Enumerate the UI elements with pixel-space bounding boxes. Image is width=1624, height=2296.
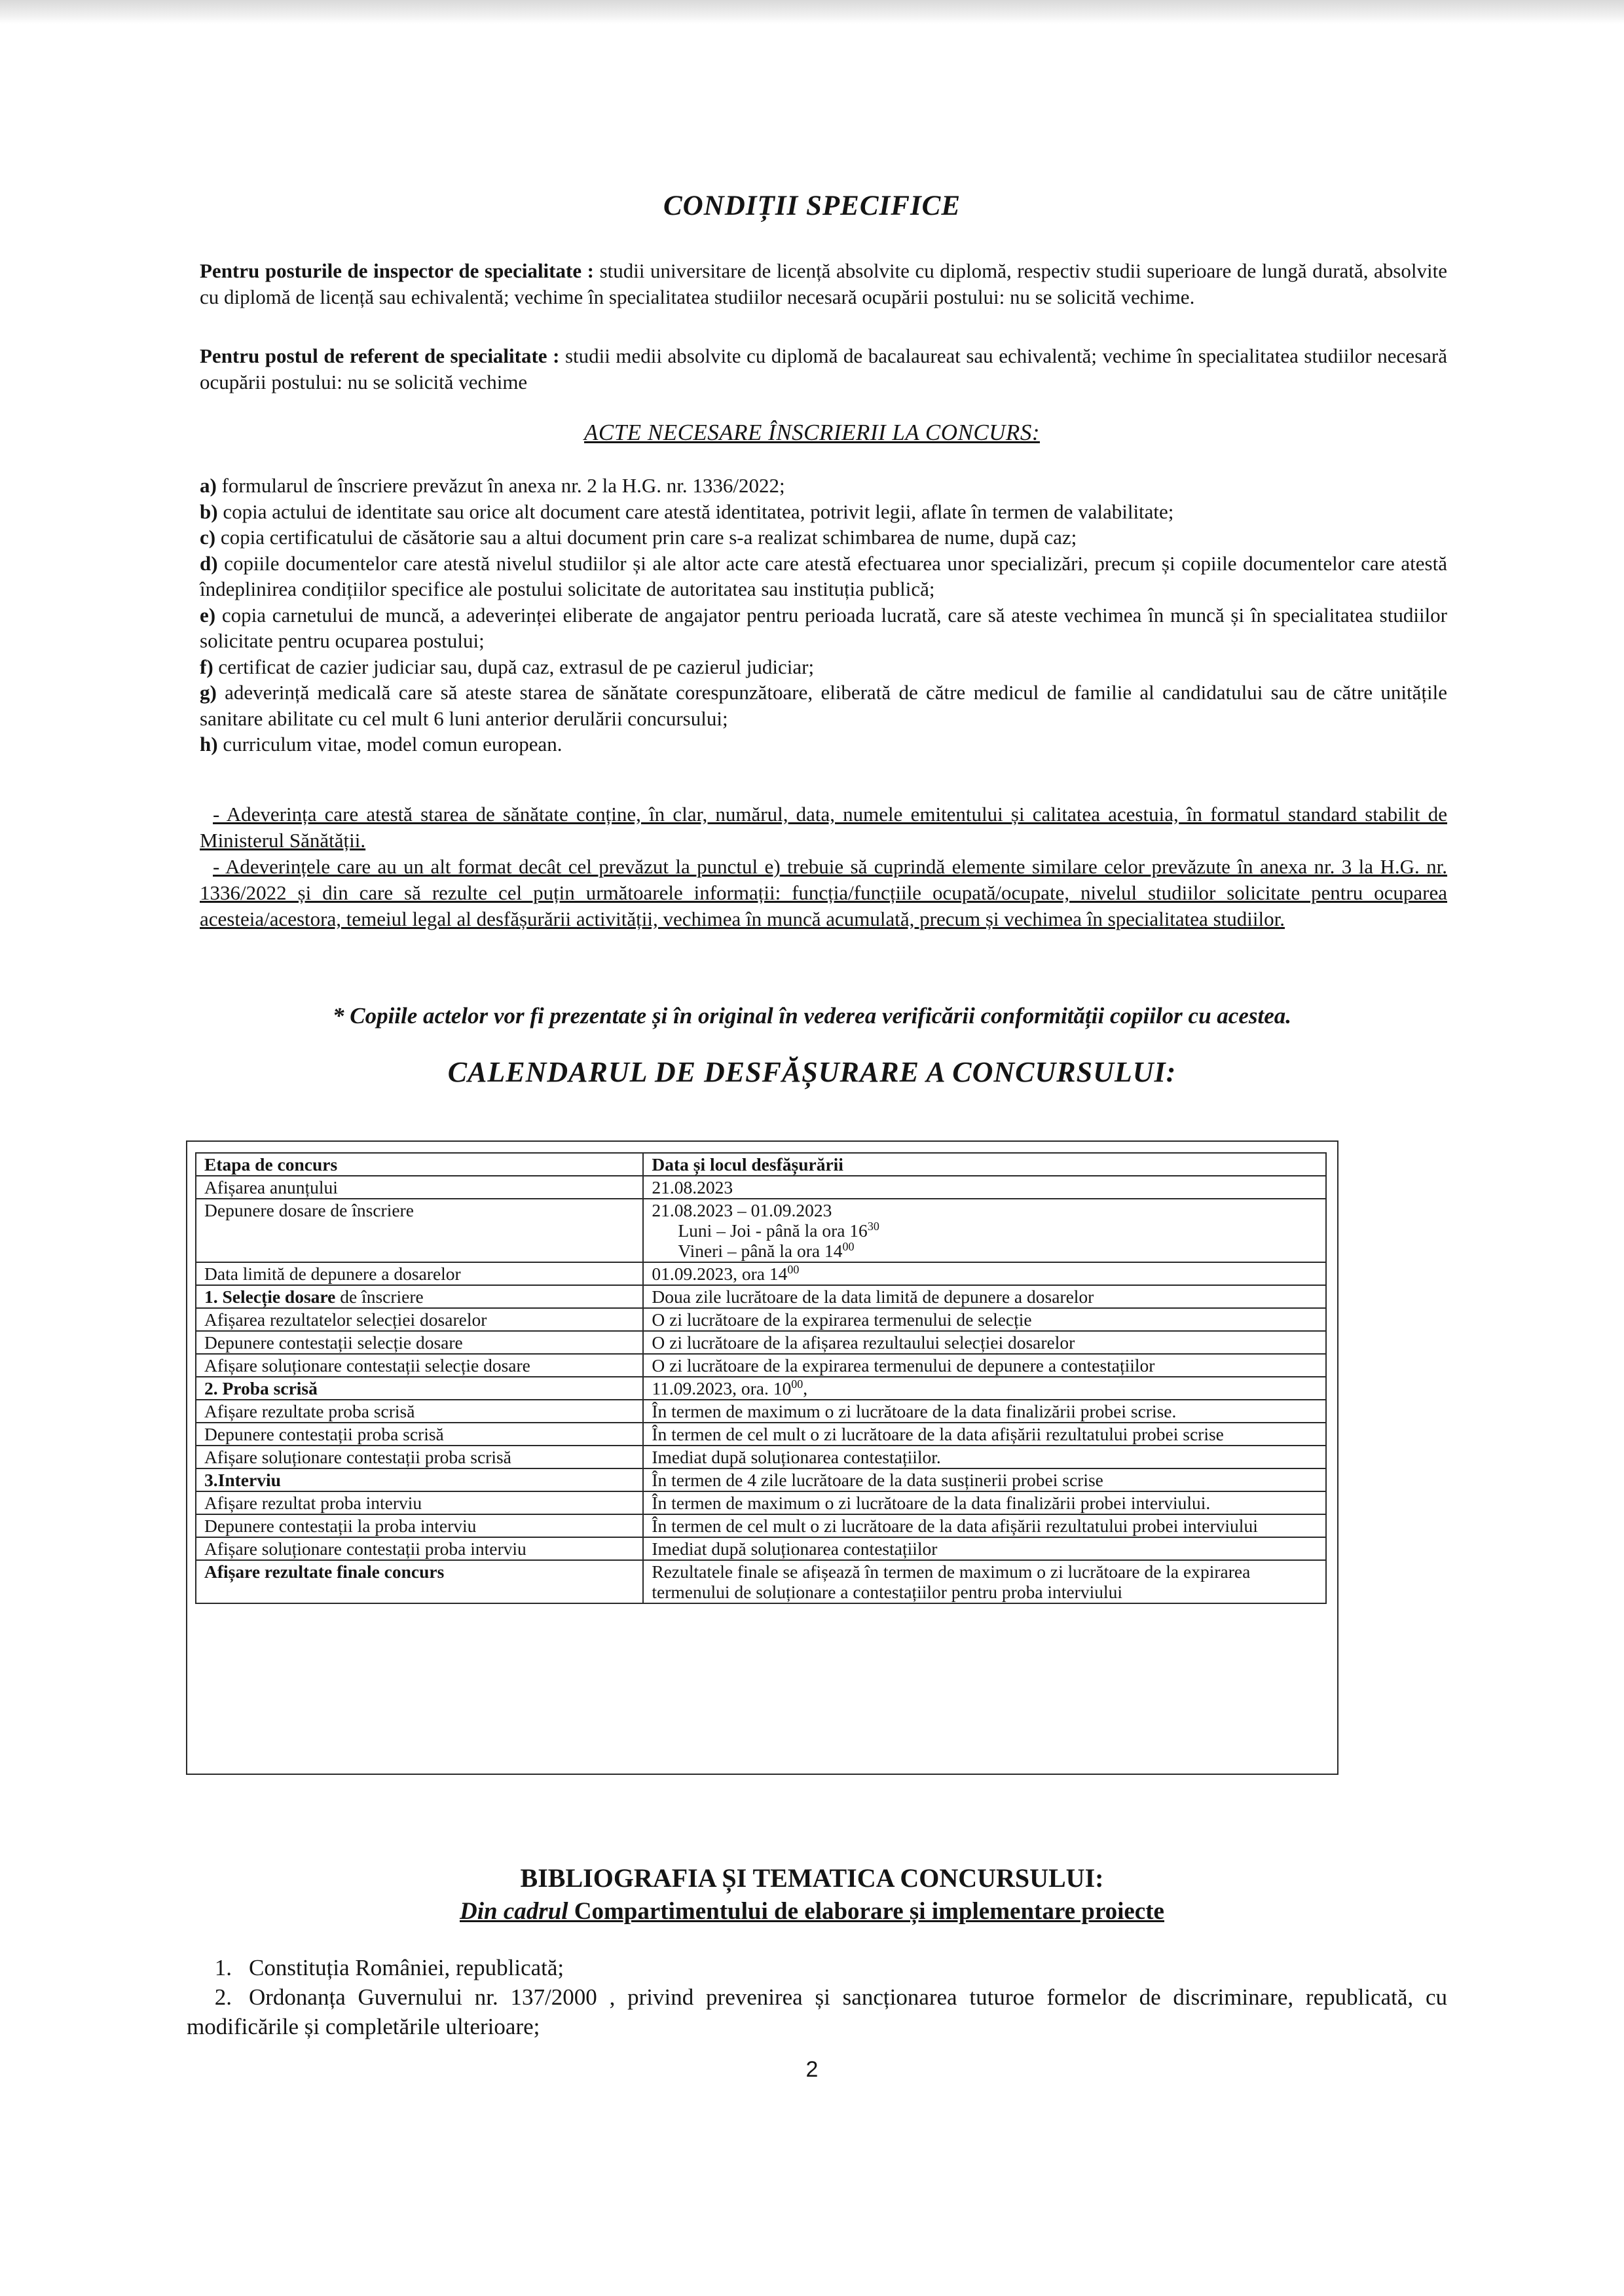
cell-data: În termen de 4 zile lucrătoare de la data susținerii probei scrise bbox=[643, 1468, 1326, 1491]
condition-referent-label: Pentru postul de referent de specialitate : bbox=[200, 344, 560, 367]
condition-referent-text: studii medii absolvite cu diplomă de bacalaureat sau echivalentă; vechime în specialitatea studiilor necesară ocupării postului: nu se solicită vechime bbox=[200, 344, 1447, 393]
cell-data: În termen de cel mult o zi lucrătoare de la data afișării rezultatului probei scrise bbox=[643, 1423, 1326, 1446]
table-row bbox=[196, 1491, 1326, 1514]
page-number: 2 bbox=[805, 2057, 819, 2082]
item-letter: e) bbox=[200, 603, 216, 627]
cell-line-text: Vineri – până la ora 14 bbox=[678, 1241, 843, 1261]
note-adeverinte-format: - Adeverințele care au un alt format decât cel prevăzut la punctul e) trebuie să cuprindă elemente similare celor prevăzute în anexa nr. 3 la H.G. nr. 1336/2022 și din care să rezulte cel puțin următoarele informații: funcția/funcțiile ocupată/ocupate, nivelul studiilor solicitate pentru ocuparea acesteia/acestora, temeiul legal al desfășurării activității, vechimea în muncă acumulată, precum și vechimea în specialitatea studiilor. bbox=[200, 855, 1447, 930]
table-row bbox=[196, 1446, 1326, 1468]
table-row bbox=[196, 1308, 1326, 1331]
item-text: formularul de înscriere prevăzut în anexa nr. 2 la H.G. nr. 1336/2022; bbox=[216, 474, 785, 497]
cell-etapa: Afișarea anunțului bbox=[196, 1176, 643, 1199]
list-item bbox=[200, 654, 1447, 680]
item-text: adeverință medicală care să ateste starea de sănătate corespunzătoare, eliberată de către medicul de familie al candidatului sau de către unitățile sanitare abilitate cu cel mult 6 luni anterior derulării concursului; bbox=[200, 681, 1447, 730]
cell-etapa: Data limită de depunere a dosarelor bbox=[196, 1262, 643, 1285]
item-letter: a) bbox=[200, 474, 217, 497]
item-text: copia certificatului de căsătorie sau a altui document prin care s-a realizat schimbarea de nume, după caz; bbox=[215, 526, 1077, 549]
cell-etapa: 3.Interviu bbox=[196, 1468, 643, 1491]
list-item bbox=[200, 473, 1447, 499]
cell-line bbox=[652, 1241, 1318, 1261]
cell-etapa: Depunere contestații selecție dosare bbox=[196, 1331, 643, 1354]
time-superscript: 00 bbox=[791, 1377, 803, 1391]
table-row bbox=[196, 1354, 1326, 1377]
list-item bbox=[200, 731, 1447, 757]
table-row bbox=[196, 1514, 1326, 1537]
cell-data bbox=[643, 1262, 1326, 1285]
table-row bbox=[196, 1285, 1326, 1308]
table-row bbox=[196, 1560, 1326, 1603]
cell-etapa: Depunere contestații proba scrisă bbox=[196, 1423, 643, 1446]
bibliografie-list bbox=[187, 1953, 1447, 2041]
list-item bbox=[200, 602, 1447, 654]
section-title-calendar: CALENDARUL DE DESFĂȘURARE A CONCURSULUI: bbox=[447, 1056, 1177, 1088]
item-text: Constituția României, republicată; bbox=[249, 1955, 564, 1980]
column-header-data: Data și locul desfășurării bbox=[643, 1153, 1326, 1176]
item-text: copia actului de identitate sau orice alt document care atestă identitatea, potrivit legii, aflate în termen de valabilitate; bbox=[217, 500, 1174, 523]
cell-data: Imediat după soluționarea contestațiilor. bbox=[643, 1446, 1326, 1468]
item-letter: b) bbox=[200, 500, 218, 523]
item-letter: g) bbox=[200, 681, 217, 704]
acte-title-text: ACTE NECESARE ÎNSCRIERII LA CONCURS: bbox=[584, 420, 1040, 445]
acte-list bbox=[200, 473, 1447, 757]
list-item bbox=[200, 499, 1447, 525]
item-text: certificat de cazier judiciar sau, după caz, extrasul de pe cazierul judiciar; bbox=[213, 655, 815, 678]
table-header-row bbox=[196, 1153, 1326, 1176]
cell-data: Imediat după soluționarea contestațiilor bbox=[643, 1537, 1326, 1560]
subtitle-italic: Din cadrul bbox=[460, 1898, 568, 1925]
calendar-table bbox=[195, 1152, 1327, 1604]
item-letter: f) bbox=[200, 655, 213, 678]
table-row bbox=[196, 1331, 1326, 1354]
time-superscript: 30 bbox=[867, 1219, 879, 1233]
cell-etapa: Afișarea rezultatelor selecției dosarelor bbox=[196, 1308, 643, 1331]
item-text: copia carnetului de muncă, a adeverinței eliberate de angajator pentru perioada lucrată, care să ateste vechimea în muncă și în specialitatea studiilor solicitate pentru ocuparea postului; bbox=[200, 603, 1447, 652]
list-item bbox=[200, 524, 1447, 551]
table-row bbox=[196, 1377, 1326, 1400]
item-letter: h) bbox=[200, 733, 218, 756]
notes-block bbox=[200, 801, 1447, 932]
table-row bbox=[196, 1468, 1326, 1491]
bibliografie-subtitle bbox=[0, 1897, 1624, 1925]
cell-etapa: Afișare soluționare contestații proba interviu bbox=[196, 1537, 643, 1560]
list-item bbox=[187, 1953, 1447, 1982]
item-letter: d) bbox=[200, 551, 218, 575]
cell-text: de înscriere bbox=[335, 1286, 424, 1307]
condition-inspector bbox=[200, 258, 1447, 310]
table-row bbox=[196, 1199, 1326, 1262]
condition-referent bbox=[200, 343, 1447, 395]
section-title-acte bbox=[0, 420, 1624, 446]
item-text: curriculum vitae, model comun european. bbox=[217, 733, 563, 756]
column-header-etapa: Etapa de concurs bbox=[196, 1153, 643, 1176]
cell-data: O zi lucrătoare de la afișarea rezultaului selecției dosarelor bbox=[643, 1331, 1326, 1354]
cell-data: Doua zile lucrătoare de la data limită de depunere a dosarelor bbox=[643, 1285, 1326, 1308]
cell-text: 01.09.2023, ora 14 bbox=[652, 1264, 788, 1284]
cell-data: O zi lucrătoare de la expirarea termenului de selecție bbox=[643, 1308, 1326, 1331]
cell-line: 21.08.2023 – 01.09.2023 bbox=[652, 1200, 832, 1220]
cell-data: Rezultatele finale se afișează în termen de maximum o zi lucrătoare de la expirarea termenului de soluționare a contestațiilor pentru proba interviului bbox=[643, 1560, 1326, 1603]
cell-data: În termen de maximum o zi lucrătoare de la data finalizării probei scrise. bbox=[643, 1400, 1326, 1423]
cell-data: În termen de maximum o zi lucrătoare de la data finalizării probei interviului. bbox=[643, 1491, 1326, 1514]
cell-etapa: Afișare rezultate proba scrisă bbox=[196, 1400, 643, 1423]
cell-etapa: Depunere dosare de înscriere bbox=[196, 1199, 643, 1262]
cell-bold-text: 1. Selecție dosare bbox=[204, 1286, 336, 1307]
cell-etapa: Afișare soluționare contestații selecție dosare bbox=[196, 1354, 643, 1377]
cell-etapa: Afișare soluționare contestații proba scrisă bbox=[196, 1446, 643, 1468]
cell-data: În termen de cel mult o zi lucrătoare de la data afișării rezultatului probei interviului bbox=[643, 1514, 1326, 1537]
cell-data: 21.08.2023 bbox=[643, 1176, 1326, 1199]
item-letter: c) bbox=[200, 526, 216, 549]
cell-text: , bbox=[803, 1378, 808, 1398]
condition-inspector-label: Pentru posturile de inspector de specialitate : bbox=[200, 259, 594, 282]
table-row bbox=[196, 1400, 1326, 1423]
item-number: 1. bbox=[214, 1955, 232, 1980]
cell-line-text: Luni – Joi - până la ora 16 bbox=[678, 1220, 868, 1241]
cell-data bbox=[643, 1199, 1326, 1262]
cell-line bbox=[652, 1220, 1318, 1241]
table-row bbox=[196, 1423, 1326, 1446]
time-superscript: 00 bbox=[842, 1239, 855, 1253]
list-item bbox=[200, 551, 1447, 602]
cell-data: O zi lucrătoare de la expirarea termenului de depunere a contestațiilor bbox=[643, 1354, 1326, 1377]
subtitle-underlined bbox=[460, 1898, 1164, 1925]
copii-note: * Copiile actelor vor fi prezentate și în original în vederea verificării conformității copiilor cu acestea. bbox=[332, 1003, 1292, 1029]
item-number: 2. bbox=[214, 1984, 232, 2010]
scan-edge bbox=[0, 0, 1624, 24]
table-row bbox=[196, 1262, 1326, 1285]
time-superscript: 00 bbox=[787, 1262, 800, 1276]
subtitle-text: Compartimentului de elaborare și implementare proiecte bbox=[568, 1898, 1164, 1925]
list-item bbox=[187, 1982, 1447, 2041]
cell-text: 11.09.2023, ora. 10 bbox=[652, 1378, 792, 1398]
table-row bbox=[196, 1537, 1326, 1560]
cell-etapa: Afișare rezultate finale concurs bbox=[196, 1560, 643, 1603]
cell-etapa: Depunere contestații la proba interviu bbox=[196, 1514, 643, 1537]
cell-etapa bbox=[196, 1285, 643, 1308]
note-adeverinta-sanatate: - Adeverința care atestă starea de sănătate conține, în clar, numărul, data, numele emitentului și calitatea acestuia, în formatul standard stabilit de Ministerul Sănătății. bbox=[200, 803, 1447, 852]
cell-etapa: Afișare rezultat proba interviu bbox=[196, 1491, 643, 1514]
condition-inspector-text: studii universitare de licență absolvite cu diplomă, respectiv studii superioare de lungă durată, absolvite cu diplomă de licență sau echivalentă; vechime în specialitatea studiilor necesară ocupării postului: nu se solicită vechime. bbox=[200, 259, 1447, 308]
table-row bbox=[196, 1176, 1326, 1199]
item-text: Ordonanța Guvernului nr. 137/2000 , privind prevenirea și sancționarea tuturoe formelor de discriminare, republicată, cu modificările și completările ulterioare; bbox=[187, 1984, 1447, 2039]
section-title-conditii: CONDIȚII SPECIFICE bbox=[663, 191, 961, 221]
section-title-bibliografie: BIBLIOGRAFIA ȘI TEMATICA CONCURSULUI: bbox=[520, 1863, 1104, 1893]
list-item bbox=[200, 680, 1447, 731]
cell-data bbox=[643, 1377, 1326, 1400]
item-text: copiile documentelor care atestă nivelul studiilor și ale altor acte care atestă efectuarea unor specializări, precum și copiile documentelor care atestă îndeplinirea condițiilor specifice ale postului solicitate de autoritatea sau instituția publică; bbox=[200, 551, 1447, 600]
cell-etapa: 2. Proba scrisă bbox=[196, 1377, 643, 1400]
